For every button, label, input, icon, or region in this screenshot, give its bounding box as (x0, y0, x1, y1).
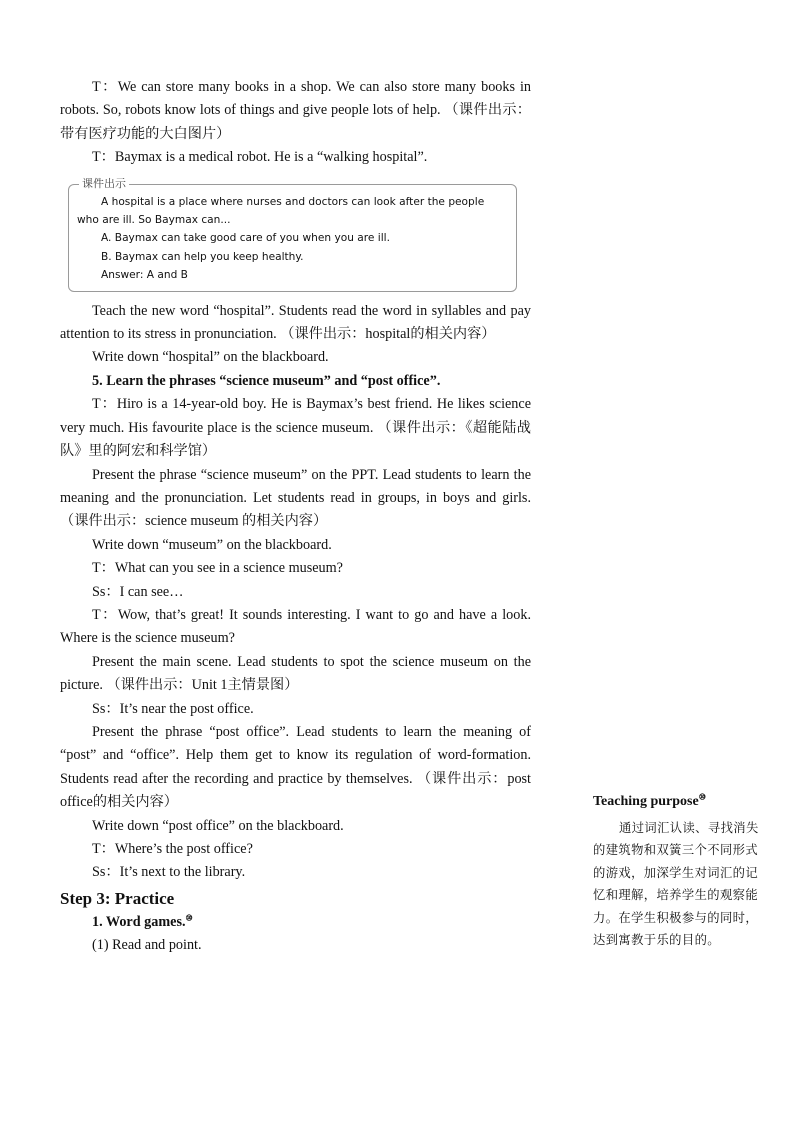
word-games-label: 1. Word games. (92, 913, 186, 930)
step-3-heading: Step 3: Practice (60, 888, 175, 908)
paragraph-near-post-office: Ss：It’s near the post office. (92, 700, 254, 717)
paragraph-teach-hospital: Teach the new word “hospital”. Students read the word in syllables and pay attention to its stress in pronunciation. （课件出示：hospital的相关内容） (60, 302, 531, 343)
courseware-question: A hospital is a place where nurses and doctors can look after the people who are ill. So Baymax can... (77, 195, 485, 227)
teaching-purpose-note (593, 793, 760, 951)
courseware-box-title: 课件出示 (79, 176, 129, 192)
courseware-option-b: B. Baymax can help you keep healthy. (101, 250, 304, 263)
courseware-box (68, 176, 517, 292)
lesson-content (60, 76, 531, 958)
paragraph-baymax-medical-robot: T：Baymax is a medical robot. He is a “walking hospital”. (92, 149, 428, 166)
paragraph-robots-store-books: T：We can store many books in a shop. We can also store many books in robots. So, robots know lots of things and give people lots of help. （课件出示：带有医疗功能的大白图片） (60, 79, 531, 142)
courseware-answer: Answer: A and B (101, 269, 188, 282)
teaching-purpose-marker: ⑩ (698, 792, 706, 802)
paragraph-teacher-question: T：What can you see in a science museum? (92, 560, 343, 577)
paragraph-present-main-scene: Present the main scene. Lead students to spot the science museum on the picture. （课件出示：Unit 1主情景图） (60, 653, 531, 694)
section-heading-phrases: 5. Learn the phrases “science museum” and “post office”. (92, 372, 441, 389)
paragraph-next-to-library: Ss：It’s next to the library. (92, 864, 246, 881)
word-games-heading (60, 911, 531, 934)
paragraph-write-post-office: Write down “post office” on the blackboard. (92, 817, 344, 834)
teaching-purpose-body: 通过词汇认读、寻找消失的建筑物和双簧三个不同形式的游戏，加深学生对词汇的记忆和理解，培养学生的观察能力。在学生积极参与的同时，达到寓教于乐的目的。 (593, 821, 759, 948)
paragraph-read-and-point: (1) Read and point. (92, 937, 202, 954)
footnote-marker: ⑩ (185, 913, 193, 923)
paragraph-present-science-museum: Present the phrase “science museum” on the PPT. Lead students to learn the meaning and the pronunciation. Let students read in groups, in boys and girls. （课件出示：science museum 的相关内容） (60, 466, 531, 530)
paragraph-students-answer: Ss：I can see… (92, 583, 184, 600)
paragraph-present-post-office: Present the phrase “post office”. Lead students to learn the meaning of “post” and “office”. Help them get to know its regulation of word-formation. Students read after the recording and practice by themselves. （课件出示：post office的相关内容） (60, 723, 531, 811)
courseware-option-a: A. Baymax can take good care of you when you are ill. (101, 232, 390, 245)
paragraph-hiro: T：Hiro is a 14-year-old boy. He is Baymax’s best friend. He likes science very much. His favourite place is the science museum. （课件出示：《超能陆战队》里的阿宏和科学馆） (60, 396, 531, 460)
teaching-purpose-label: Teaching purpose (593, 794, 699, 809)
paragraph-where-post-office: T：Where’s the post office? (92, 841, 253, 857)
paragraph-write-hospital: Write down “hospital” on the blackboard. (92, 349, 329, 366)
teaching-purpose-title (593, 793, 760, 811)
paragraph-teacher-wow: T：Wow, that’s great! It sounds interesting. I want to go and have a look. Where is the science museum? (60, 606, 531, 647)
paragraph-write-museum: Write down “museum” on the blackboard. (92, 536, 332, 553)
